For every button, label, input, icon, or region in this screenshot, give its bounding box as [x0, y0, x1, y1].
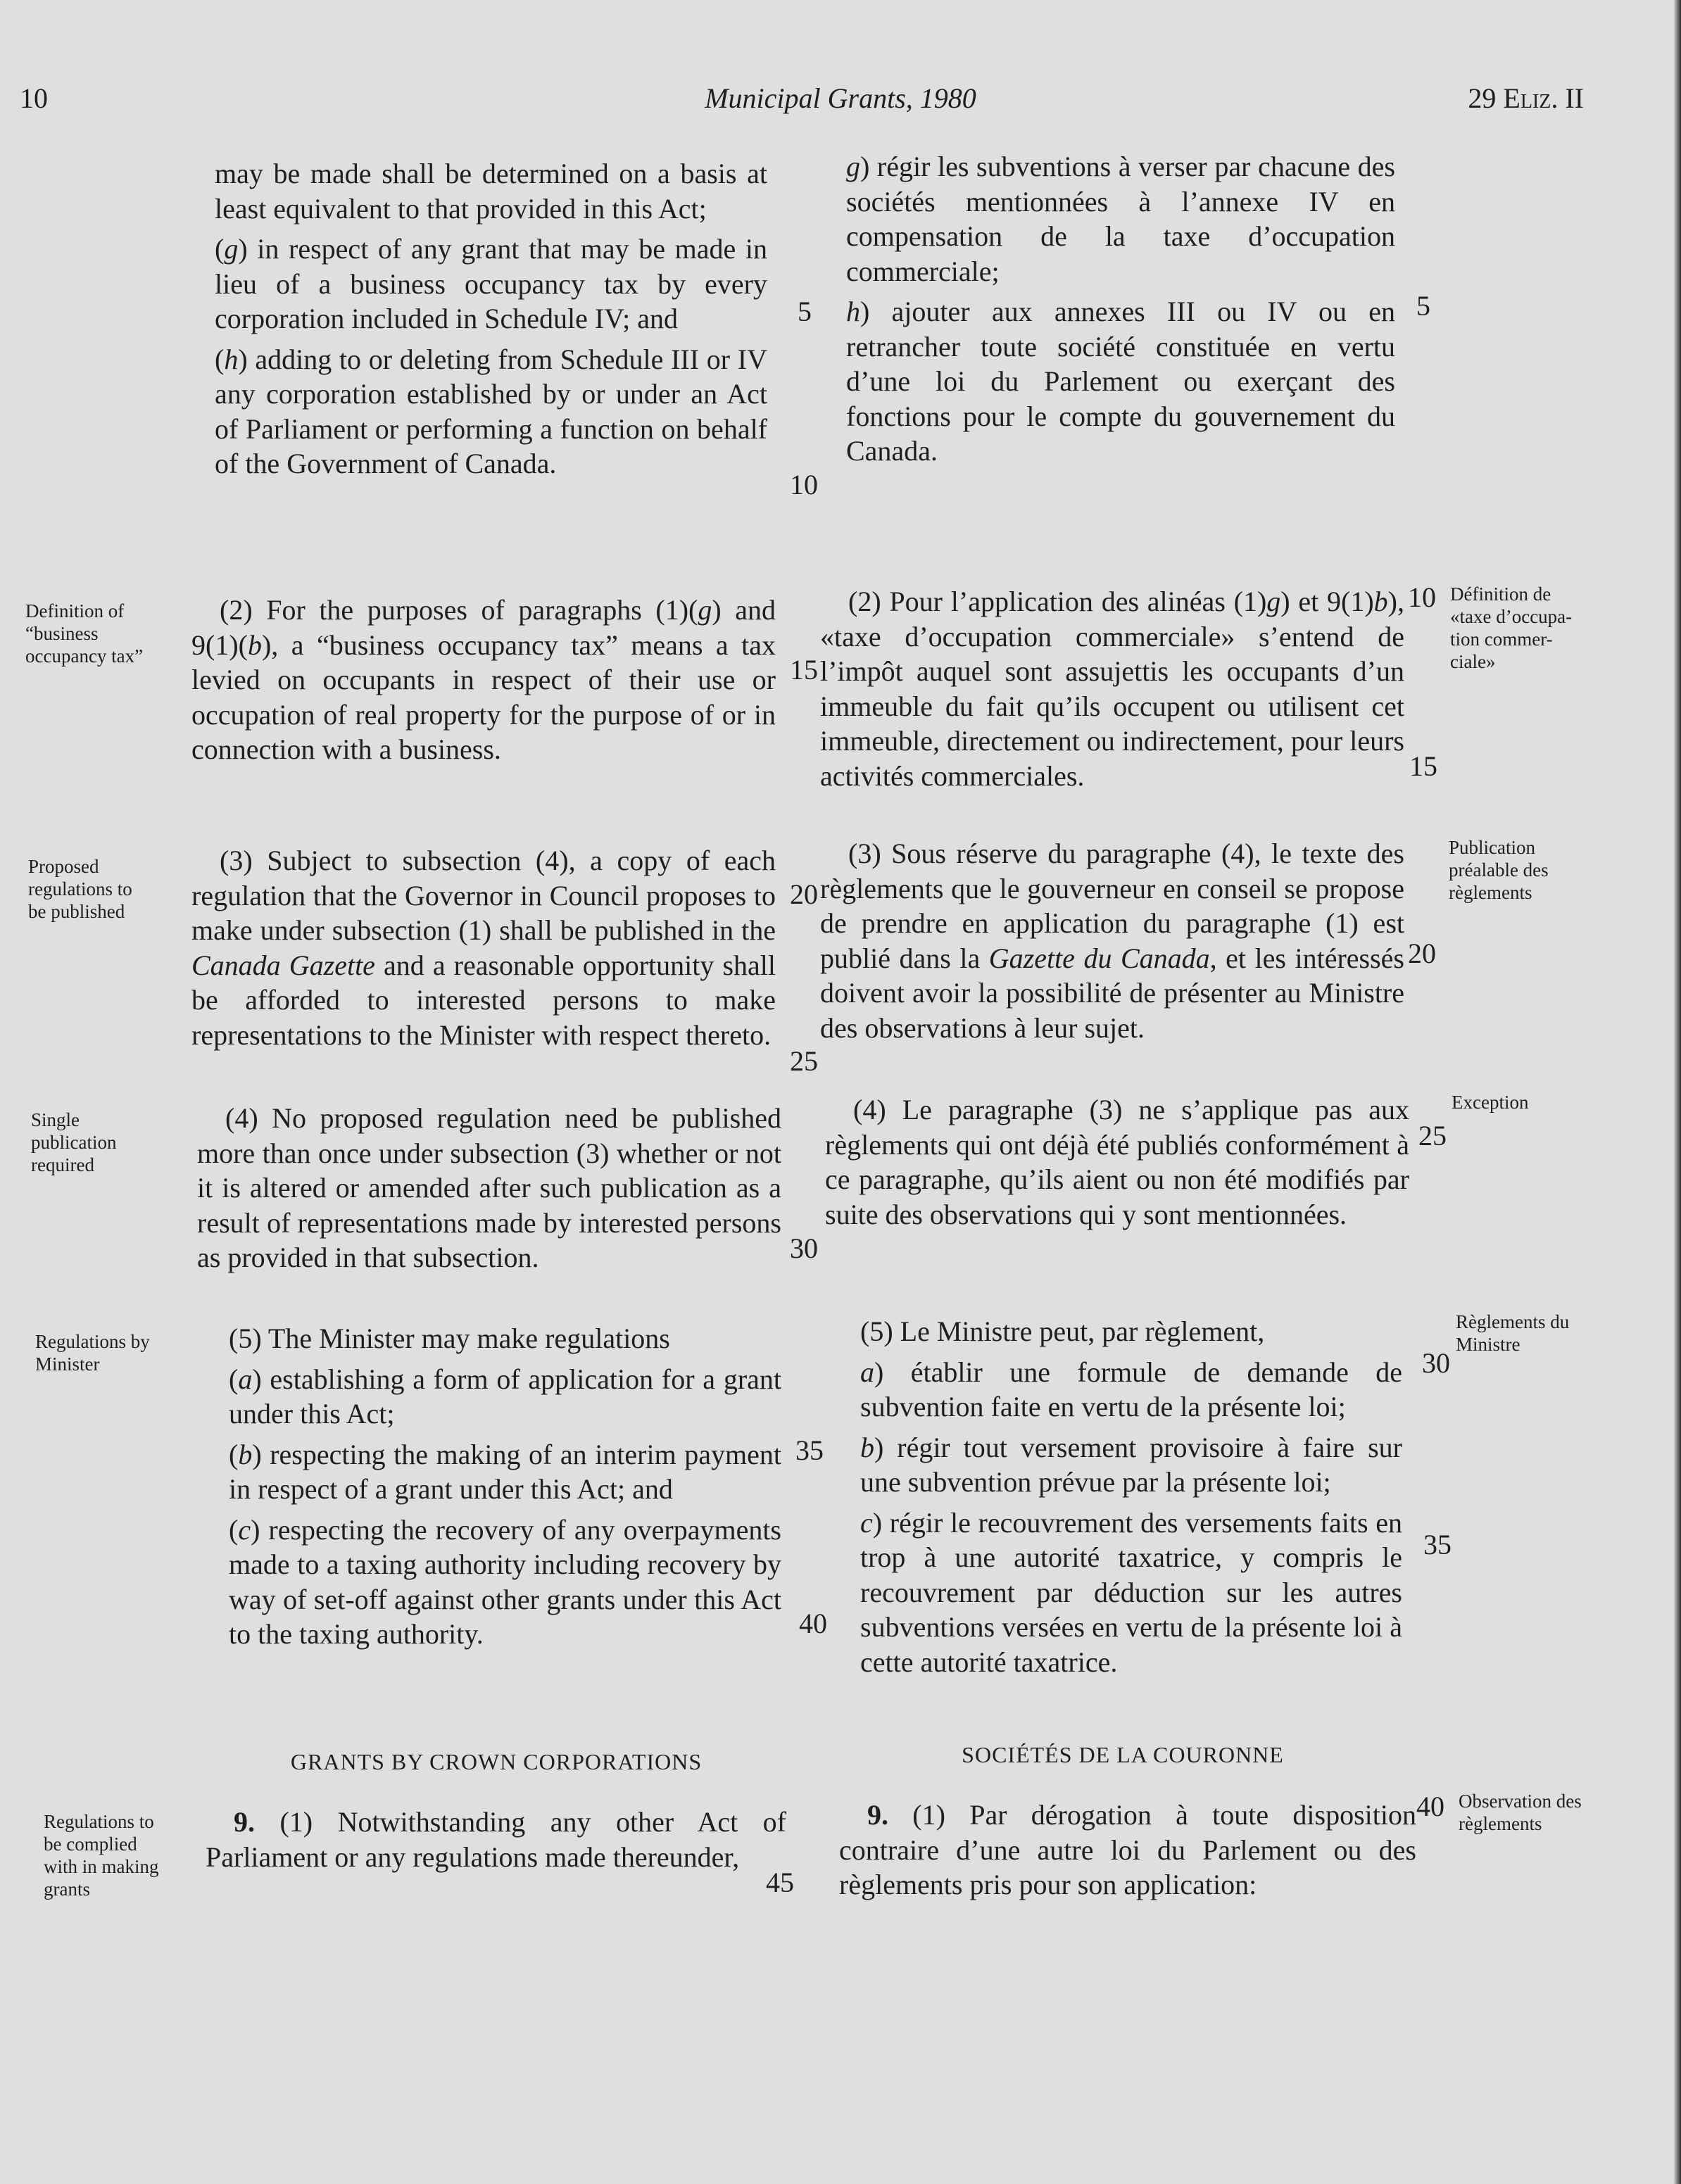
fr-para-g: g) régir les subventions à verser par chacune des sociétés mentionnées à l’annexe IV en compensation de la taxe d’occupation commerciale; [846, 151, 1395, 287]
margin-note-regulations-minister-fr: Règlements du Ministre [1456, 1311, 1570, 1355]
line-number: 35 [795, 1434, 824, 1466]
line-number: 40 [1416, 1791, 1444, 1822]
en-subsection-2: (2) For the purposes of paragraphs (1)(g) and 9(1)(b), a “business occupancy tax” means a tax levied on occupants in respect of their use or occupation of real property for the purpose of or in connection with a business. [191, 594, 776, 765]
line-number: 5 [798, 296, 812, 327]
margin-note-definition-fr: Définition de «taxe d’occupa- tion commer- ciale» [1450, 583, 1573, 672]
fr-para-5c: c) régir le recouvrement des versements faits en trop à une autorité taxatrice, y compris le recouvrement par déduction sur les autres subventions versées en vertu de la présente loi à cette autorité taxatrice. [860, 1506, 1402, 1678]
page-edge [1674, 0, 1681, 2184]
margin-note-single: Single publication required [31, 1109, 117, 1175]
line-number: 30 [790, 1232, 818, 1264]
margin-note-exception-fr: Exception [1452, 1092, 1529, 1113]
en-para-5b: (b) respecting the making of an interim payment in respect of a grant under this Act; and [229, 1438, 781, 1505]
margin-note-proposed: Proposed regulations to be published [28, 856, 132, 922]
margin-note-regulations-minister: Regulations by Minister [35, 1331, 150, 1375]
fr-subsection-2: (2) Pour l’application des alinéas (1)g) et 9(1)b), «taxe d’occupation commerciale» s’entend de l’impôt auquel sont assujettis les occupants d’un immeuble du fait qu’ils occupent ou utilisent cet immeuble, directement ou indirectement, pour leurs activités commerciales. [820, 586, 1404, 792]
fr-subsection-5: (5) Le Ministre peut, par règlement, a) établir une formule de demande de subvention faite en vertu de la présente loi; b) régir tout versement provisoire à faire sur une subvention prévue par la présente loi; c) régir le recouvrement des versements faits en trop à une autorité taxatrice, y compris le recouvrement par déduction sur les autres subventions versées en vertu de la présente loi à cette autorité taxatrice. [860, 1314, 1402, 1679]
line-number: 25 [790, 1045, 818, 1077]
fr-para-5a: a) établir une formule de demande de subvention faite en vertu de la présente loi; [860, 1356, 1402, 1422]
line-number: 20 [790, 878, 818, 910]
line-number: 10 [1408, 581, 1436, 613]
en-section-9: 9. (1) Notwithstanding any other Act of Parliament or any regulations made thereunder, [206, 1806, 786, 1873]
fr-subsection-4: (4) Le paragraphe (3) ne s’applique pas aux règlements qui ont déjà été publiés conformément à ce paragraphe, qu’ils aient ou non été modifiés par suite des observations qui y sont mentionnées. [825, 1094, 1409, 1230]
regnal-year: 29 Eliz. II [1468, 82, 1584, 114]
line-number: 35 [1423, 1529, 1452, 1560]
line-number: 15 [1409, 750, 1437, 782]
line-number: 30 [1422, 1347, 1450, 1379]
fr-subsection-3: (3) Sous réserve du paragraphe (4), le texte des règlements que le gouverneur en conseil se propose de prendre en application du paragraphe (1) est publié dans la Gazette du Canada, et les intéressés doivent avoir la possibilité de présenter au Ministre des observations à leur sujet. [820, 838, 1405, 1044]
en-para-h: (h) adding to or deleting from Schedule III or IV any corporation established by or under an Act of Parliament or performing a function on behalf of the Government of Canada. [215, 343, 767, 479]
en-section-heading: GRANTS BY CROWN CORPORATIONS [290, 1749, 703, 1774]
fr-section-9: 9. (1) Par dérogation à toute disposition contraire d’une autre loi du Parlement ou des règlements pris pour son application: [839, 1799, 1416, 1900]
margin-note-publication-fr: Publication préalable des règlements [1449, 837, 1549, 903]
line-number: 20 [1408, 938, 1436, 969]
line-number: 45 [766, 1867, 794, 1898]
line-number: 10 [790, 469, 818, 500]
fr-para-h: h) ajouter aux annexes III ou IV ou en retrancher toute société constituée en vertu d’une loi du Parlement ou exerçant des fonctions pour le compte du gouvernement du Canada. [846, 296, 1395, 467]
line-number: 40 [799, 1608, 827, 1639]
en-para-g: (g) in respect of any grant that may be made in lieu of a business occupancy tax by every corporation included in Schedule IV; and [215, 233, 767, 334]
margin-note-observation-fr: Observation des règlements [1459, 1791, 1582, 1834]
en-para-5a: (a) establishing a form of application for a grant under this Act; [229, 1363, 781, 1429]
running-title: Municipal Grants, 1980 [705, 82, 976, 114]
en-subsection-5: (5) The Minister may make regulations (a) establishing a form of application for a grant under this Act; (b) respecting the making of an interim payment in respect of a grant under this Act; and (c) respecting the recovery of any overpayments made to a taxing authority including recovery by way of set-off against other grants under this Act to the taxing authority. [229, 1321, 781, 1652]
en-subsection-3: (3) Subject to subsection (4), a copy of each regulation that the Governor in Council proposes to make under subsection (1) shall be published in the Canada Gazette and a reasonable opportunity shall be afforded to interested persons to make representations to the Minister with respect thereto. [191, 845, 776, 1051]
margin-note-complied: Regulations to be complied with in making grants [44, 1811, 159, 1900]
en-continuation: may be made shall be determined on a basis at least equivalent to that provided in this Act; (g) in respect of any grant that may be made in lieu of a business occupancy tax by every corporation included in Schedule IV; and (h) adding to or deleting from Schedule III or IV any corporation established by or under an Act of Parliament or performing a function on behalf of the Government of Canada. [215, 156, 767, 481]
fr-section-heading: SOCIÉTÉS DE LA COURONNE [962, 1742, 1284, 1767]
line-number: 5 [1416, 290, 1430, 322]
en-subsection-4: (4) No proposed regulation need be published more than once under subsection (3) whether or not it is altered or amended after such publication as a result of representations made by interested persons as provided in that subsection. [197, 1102, 781, 1273]
line-number: 25 [1418, 1120, 1447, 1151]
en-para-5c: (c) respecting the recovery of any overpayments made to a taxing authority including recovery by way of set-off against other grants under this Act to the taxing authority. [229, 1513, 781, 1650]
fr-para-5b: b) régir tout versement provisoire à faire sur une subvention prévue par la présente loi; [860, 1431, 1402, 1498]
page-number: 10 [20, 82, 48, 114]
fr-paras-g-h [846, 149, 1395, 469]
margin-note-definition: Definition of “business occupancy tax” [25, 600, 144, 667]
line-number: 15 [790, 654, 818, 686]
